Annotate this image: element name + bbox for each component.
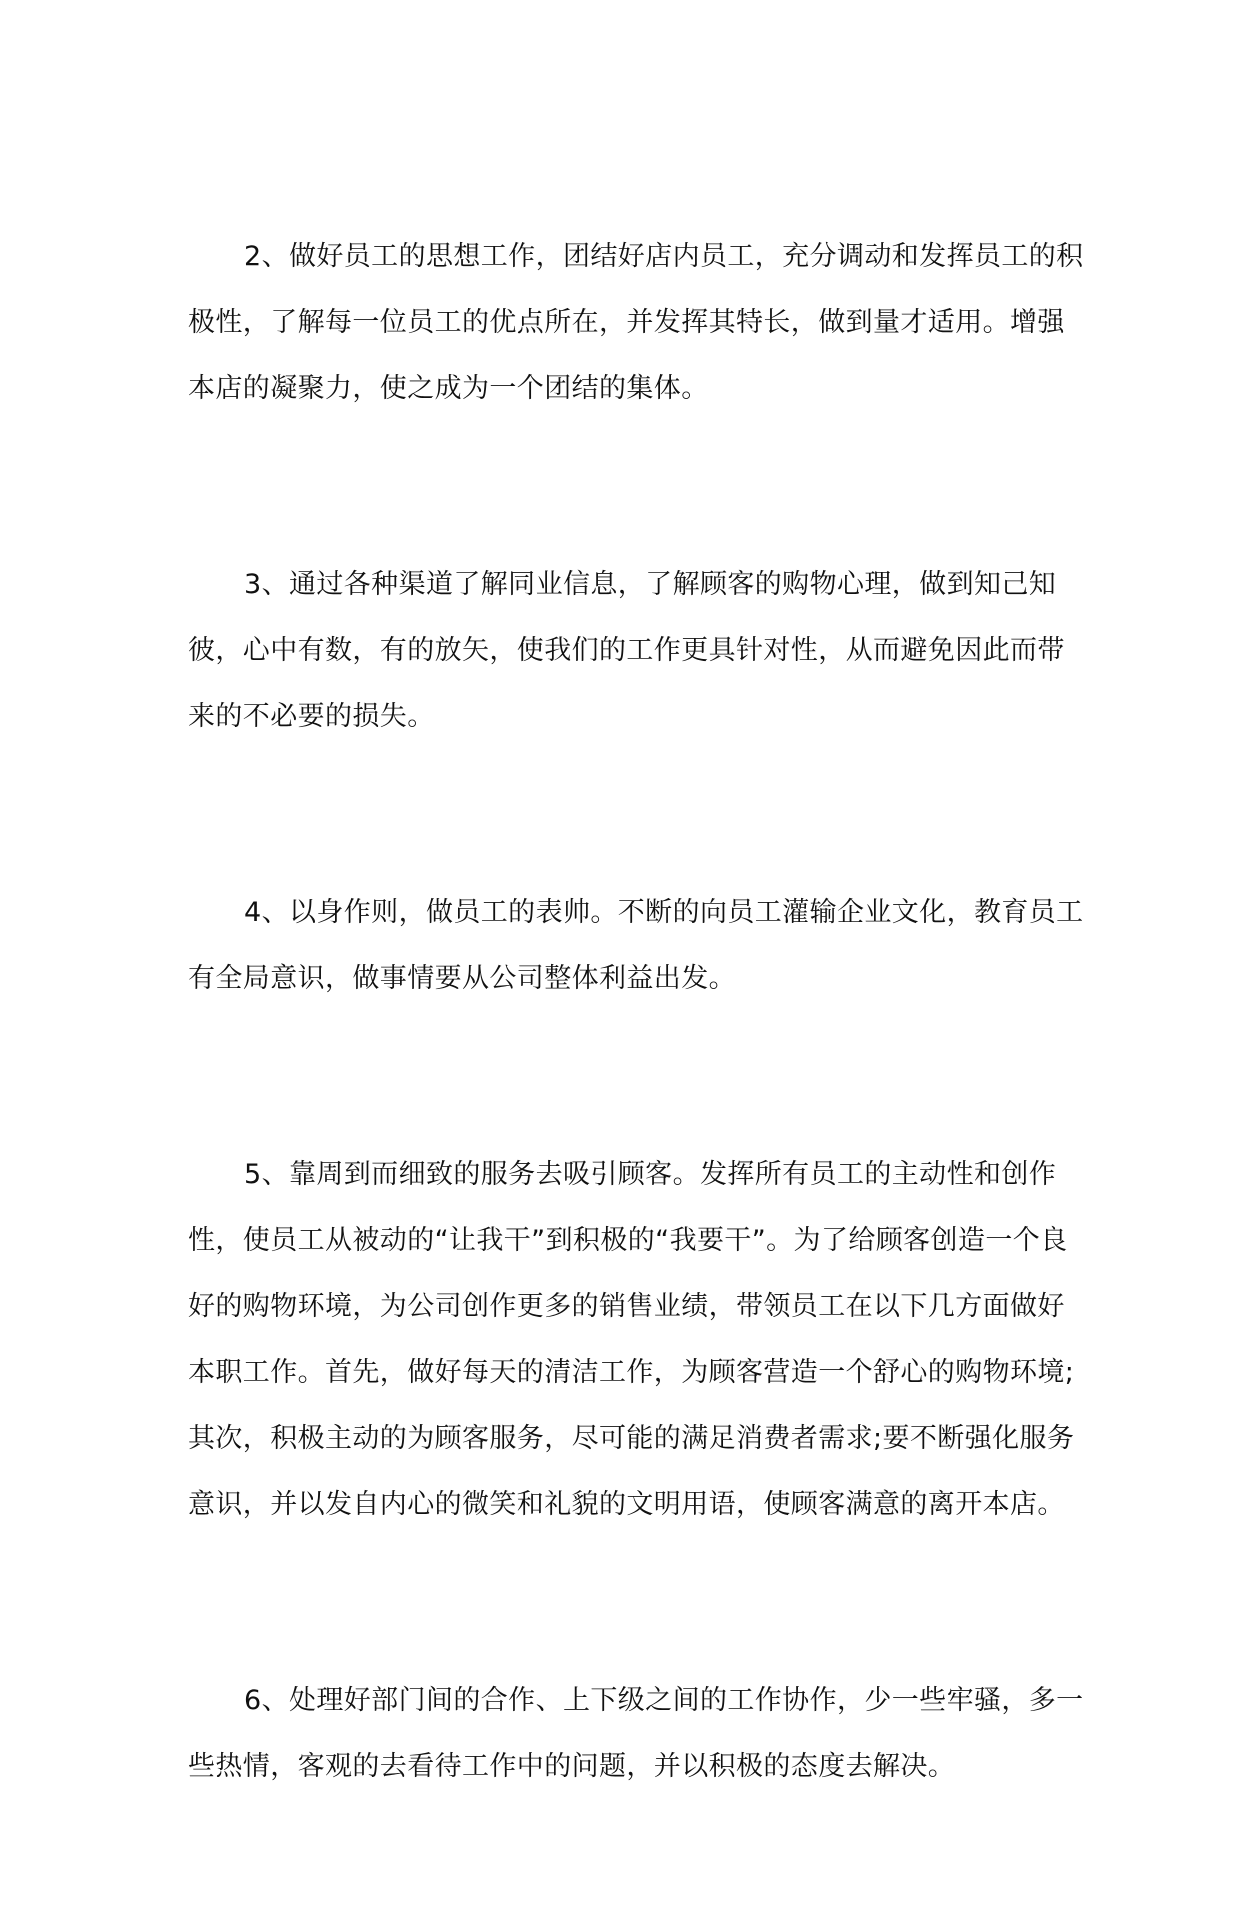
document-body	[188, 224, 1088, 1930]
paragraph-6: 6、处理好部门间的合作、上下级之间的工作协作，少一些牢骚，多一些热情，客观的去看待工作中的问题，并以积极的态度去解决。	[188, 1685, 1084, 1782]
paragraph-5: 5、靠周到而细致的服务去吸引顾客。发挥所有员工的主动性和创作性，使员工从被动的“让我干”到积极的“我要干”。为了给顾客创造一个良好的购物环境，为公司创作更多的销售业绩，带领员工在以下几方面做好本职工作。首先，做好每天的清洁工作，为顾客营造一个舒心的购物环境;其次，积极主动的为顾客服务，尽可能的满足消费者需求;要不断强化服务意识，并以发自内心的微笑和礼貌的文明用语，使顾客满意的离开本店。	[188, 1159, 1075, 1520]
paragraph-3: 3、通过各种渠道了解同业信息，了解顾客的购物心理，做到知己知彼，心中有数，有的放矢，使我们的工作更具针对性，从而避免因此而带来的不必要的损失。	[188, 569, 1065, 732]
paragraph-4: 4、以身作则，做员工的表帅。不断的向员工灌输企业文化，教育员工有全局意识，做事情要从公司整体利益出发。	[188, 897, 1084, 994]
paragraph-2: 2、做好员工的思想工作，团结好店内员工，充分调动和发挥员工的积极性，了解每一位员工的优点所在，并发挥其特长，做到量才适用。增强本店的凝聚力，使之成为一个团结的集体。	[188, 241, 1084, 404]
